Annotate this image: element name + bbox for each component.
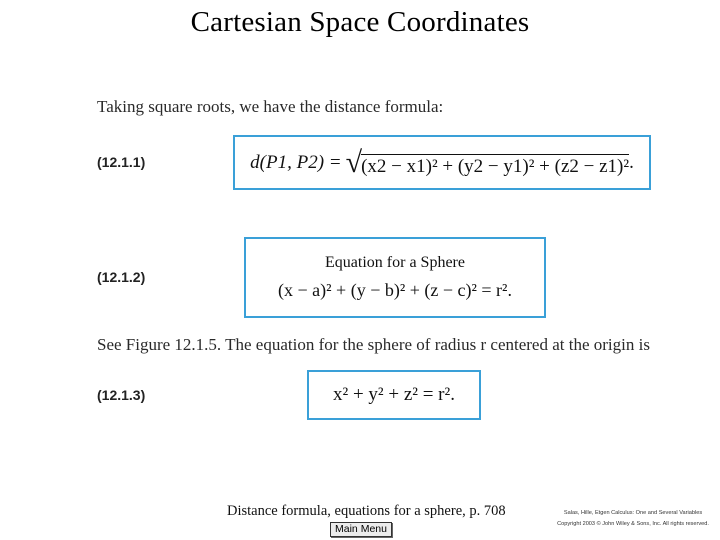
origin-sphere-equation-box	[307, 370, 481, 420]
distance-formula-box	[233, 135, 651, 190]
origin-sphere-formula: x² + y² + z² = r².	[333, 384, 455, 405]
square-root	[345, 145, 630, 179]
equation-label-12-1-3: (12.1.3)	[97, 387, 146, 403]
copyright-notice	[548, 508, 718, 530]
sphere-text: See Figure 12.1.5. The equation for the sphere of radius r centered at the origin is	[97, 335, 650, 354]
radical-sign-icon: √	[345, 145, 363, 179]
slide-title: Cartesian Space Coordinates	[190, 6, 530, 38]
sphere-equation-box	[244, 237, 546, 318]
intro-text: Taking square roots, we have the distance formula:	[97, 97, 444, 116]
sphere-equation-heading: Equation for a Sphere	[325, 254, 465, 271]
sphere-equation-formula: (x − a)² + (y − b)² + (z − c)² = r².	[278, 280, 512, 300]
distance-formula-trail: .	[629, 151, 634, 173]
equation-label-12-1-2: (12.1.2)	[97, 269, 146, 285]
equation-label-12-1-1: (12.1.1)	[97, 154, 146, 170]
distance-formula-radicand: (x2 − x1)² + (y2 − y1)² + (z2 − z1)²	[361, 155, 630, 177]
copyright-line-1: Salas, Hille, Etgen Calculus: One and Several Variables	[563, 510, 703, 516]
copyright-line-2: Copyright 2003 © John Wiley & Sons, Inc. All rights reserved.	[557, 521, 709, 527]
main-menu-button[interactable]: Main Menu	[330, 522, 392, 537]
distance-formula-lhs: d(P1, P2) =	[250, 151, 342, 173]
slide-caption: Distance formula, equations for a sphere, p. 708	[227, 503, 506, 519]
